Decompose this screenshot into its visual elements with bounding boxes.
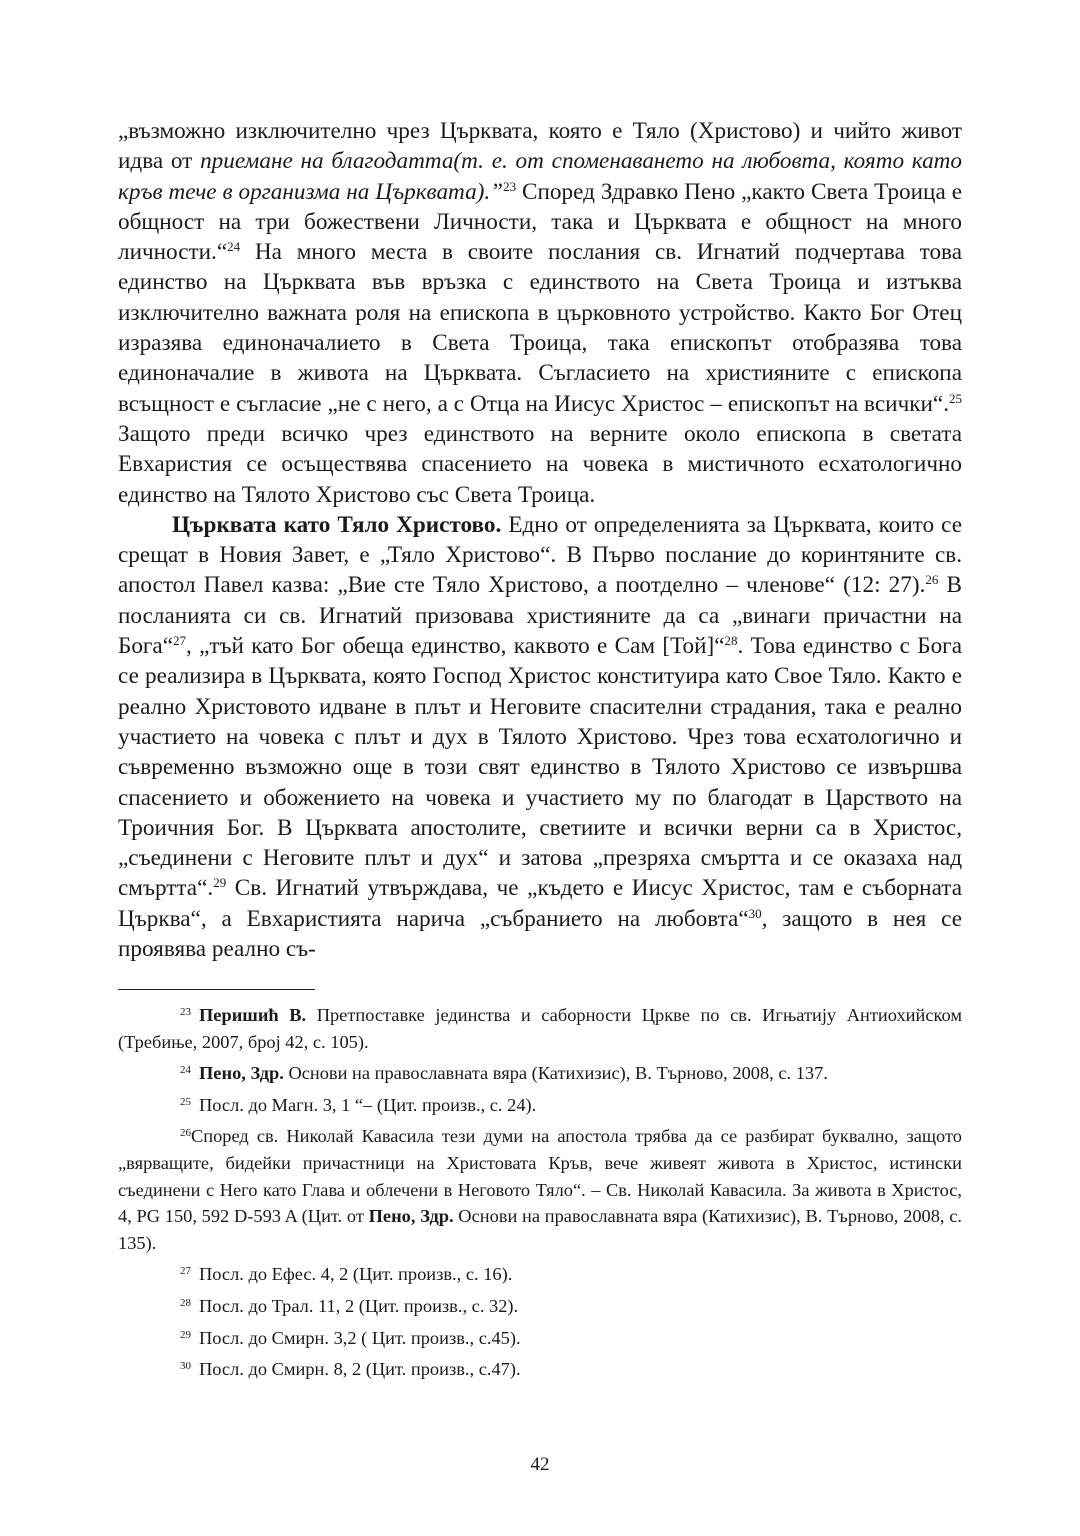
footnote-24 [118, 1060, 962, 1087]
footnote-number: 25 [180, 1095, 191, 1108]
page-number: 42 [530, 1454, 550, 1475]
footnote-26 [118, 1123, 962, 1256]
section-heading: Църквата като Тяло Христово. [172, 511, 502, 538]
footnote-number: 24 [180, 1064, 191, 1077]
text-segment: , „тъй като Бог обеща единство, каквото е Сам [Той]“ [186, 633, 725, 660]
text-segment: На много места в своите послания св. Игнатий подчертава това единство на Църквата във връзка с единството на Света Троица и изтъква изключително важната роля на епископа в църковното устройство. Както Бог Отец изразява единоначалието в Света Троица, така епископът отобразява това единоначалие в живота на Църквата. Съгласието на християните с епископа всъщност е съгласие „не с него, а с Отца на Иисус Христос – епископът на всички“. [118, 239, 962, 417]
footnote-ref-30[interactable]: 30 [748, 905, 762, 921]
paragraph-2 [118, 510, 962, 964]
text-segment: В посланията си св. Игнатий призовава християните да са „винаги причастни на Бога“ [118, 572, 962, 660]
footnote-ref-25[interactable]: 25 [949, 390, 962, 406]
text-segment: Според Здравко Пено „както Света Троица е общност на три божествени Личности, така и Църквата е общност на много личности.“ [118, 178, 962, 266]
footnote-text: Посл. до Смирн. 8, 2 (Цит. произв., с.47). [199, 1359, 521, 1380]
footnote-ref-23[interactable]: 23 [503, 178, 517, 194]
footnote-text: Посл. до Трал. 11, 2 (Цит. произв., с. 32). [199, 1295, 519, 1316]
footnote-author: Пено, Здр. [199, 1063, 284, 1084]
footnote-ref-26[interactable]: 26 [925, 572, 939, 588]
footnote-divider [118, 989, 315, 990]
footnote-text: Основи на православната вяра (Катихизис), В. Търново, 2008, с. 135). [118, 1206, 962, 1253]
footnote-ref-29[interactable]: 29 [213, 875, 227, 891]
text-segment: , защото в нея се проявява реално съ- [118, 905, 962, 963]
text-segment: Св. Игнатий утвърждава, че „където е Иисус Христос, там е съборната Църква“, а Евхаристията нарича „събранието на любовта“ [118, 875, 962, 932]
footnote-28 [118, 1293, 962, 1320]
footnote-number: 28 [180, 1296, 191, 1309]
footnote-text: Основи на православната вяра (Катихизис), В. Търново, 2008, с. 137. [283, 1063, 828, 1084]
footnote-number: 23 [180, 1006, 191, 1018]
footnote-25 [118, 1092, 962, 1119]
footnote-text: Претпоставке јединства и саборности Цркве по св. Игњатију Антиохийском (Требиње, 2007, број 42, с. 105). [118, 1005, 962, 1052]
footnote-number: 27 [180, 1265, 191, 1278]
footnote-text: Посл. до Смирн. 3,2 ( Цит. произв., с.45). [199, 1327, 521, 1348]
footnote-30 [118, 1356, 962, 1383]
footnote-author: Перишић В. [199, 1005, 307, 1025]
text-segment: „възможно изключително чрез Църквата, която е Тяло (Христово) и чийто живот идва от [118, 118, 962, 175]
footnote-ref-27[interactable]: 27 [173, 633, 187, 649]
footnote-text: Посл. до Магн. 3, 1 “– (Цит. произв., с. 24). [199, 1094, 537, 1115]
footnote-number: 26 [180, 1127, 191, 1140]
text-segment: Едно от определенията за Църквата, които се срещат в Новия Завет, е „Тяло Христово“. В Първо послание до коринтяните св. апостол Павел казва: „Вие сте Тяло Христово, а поотделно – членове“ (12: 27). [118, 511, 962, 599]
footnote-number: 29 [180, 1328, 191, 1341]
footnote-text: Според св. Николай Кавасила тези думи на апостола трябва да се разбират буквално, защото „вярващите, бидейки причастници на Христовата Кръв, вече живеят живота в Христос, истински съединени с Него като Глава и облечени в Неговото Тяло“. – Св. Николай Кавасила. За живота в Христос, 4, PG 150, 592 D-593 A (Цит. от [118, 1126, 962, 1227]
footnote-number: 30 [180, 1360, 191, 1373]
italic-quote: приемане на благодатта(т. е. от споменаването на любовта, която като кръв тече в организма на Църквата).” [118, 148, 963, 205]
paragraph-1 [118, 116, 962, 510]
footnote-text: Посл. до Ефес. 4, 2 (Цит. произв., с. 16). [199, 1264, 513, 1285]
footnote-ref-24[interactable]: 24 [227, 239, 241, 255]
footnote-ref-28[interactable]: 28 [724, 633, 738, 649]
footnote-27 [118, 1261, 962, 1288]
main-text [118, 116, 962, 964]
footnote-author: Пено, Здр. [368, 1206, 454, 1227]
footnote-29 [118, 1325, 962, 1352]
footnote-23 [118, 1002, 962, 1055]
text-segment: Защото преди всичко чрез единството на верните около епископа в светата Евхаристия се осъществява спасението на човека в мистичното есхатологично единство на Тялото Христово със Света Троица. [118, 420, 962, 508]
text-segment: . Това единство с Бога се реализира в Църквата, която Господ Христос конституира като Свое Тяло. Както е реално Христовото идване в плът и Неговите спасителни страдания, така е реално участието на човека с плът и дух в Тялото Христово. Чрез това есхатологично и съвременно възможно още в този свят единство в Тялото Христово се извършва спасението и обожението на човека и участието му по благодат в Царството на Троичния Бог. В Църквата апостолите, светиите и всички верни са в Христос, „съединени с Неговите плът и дух“ и затова „презряха смъртта и се оказаха над смъртта“. [118, 633, 962, 902]
footnotes [118, 1002, 962, 1388]
